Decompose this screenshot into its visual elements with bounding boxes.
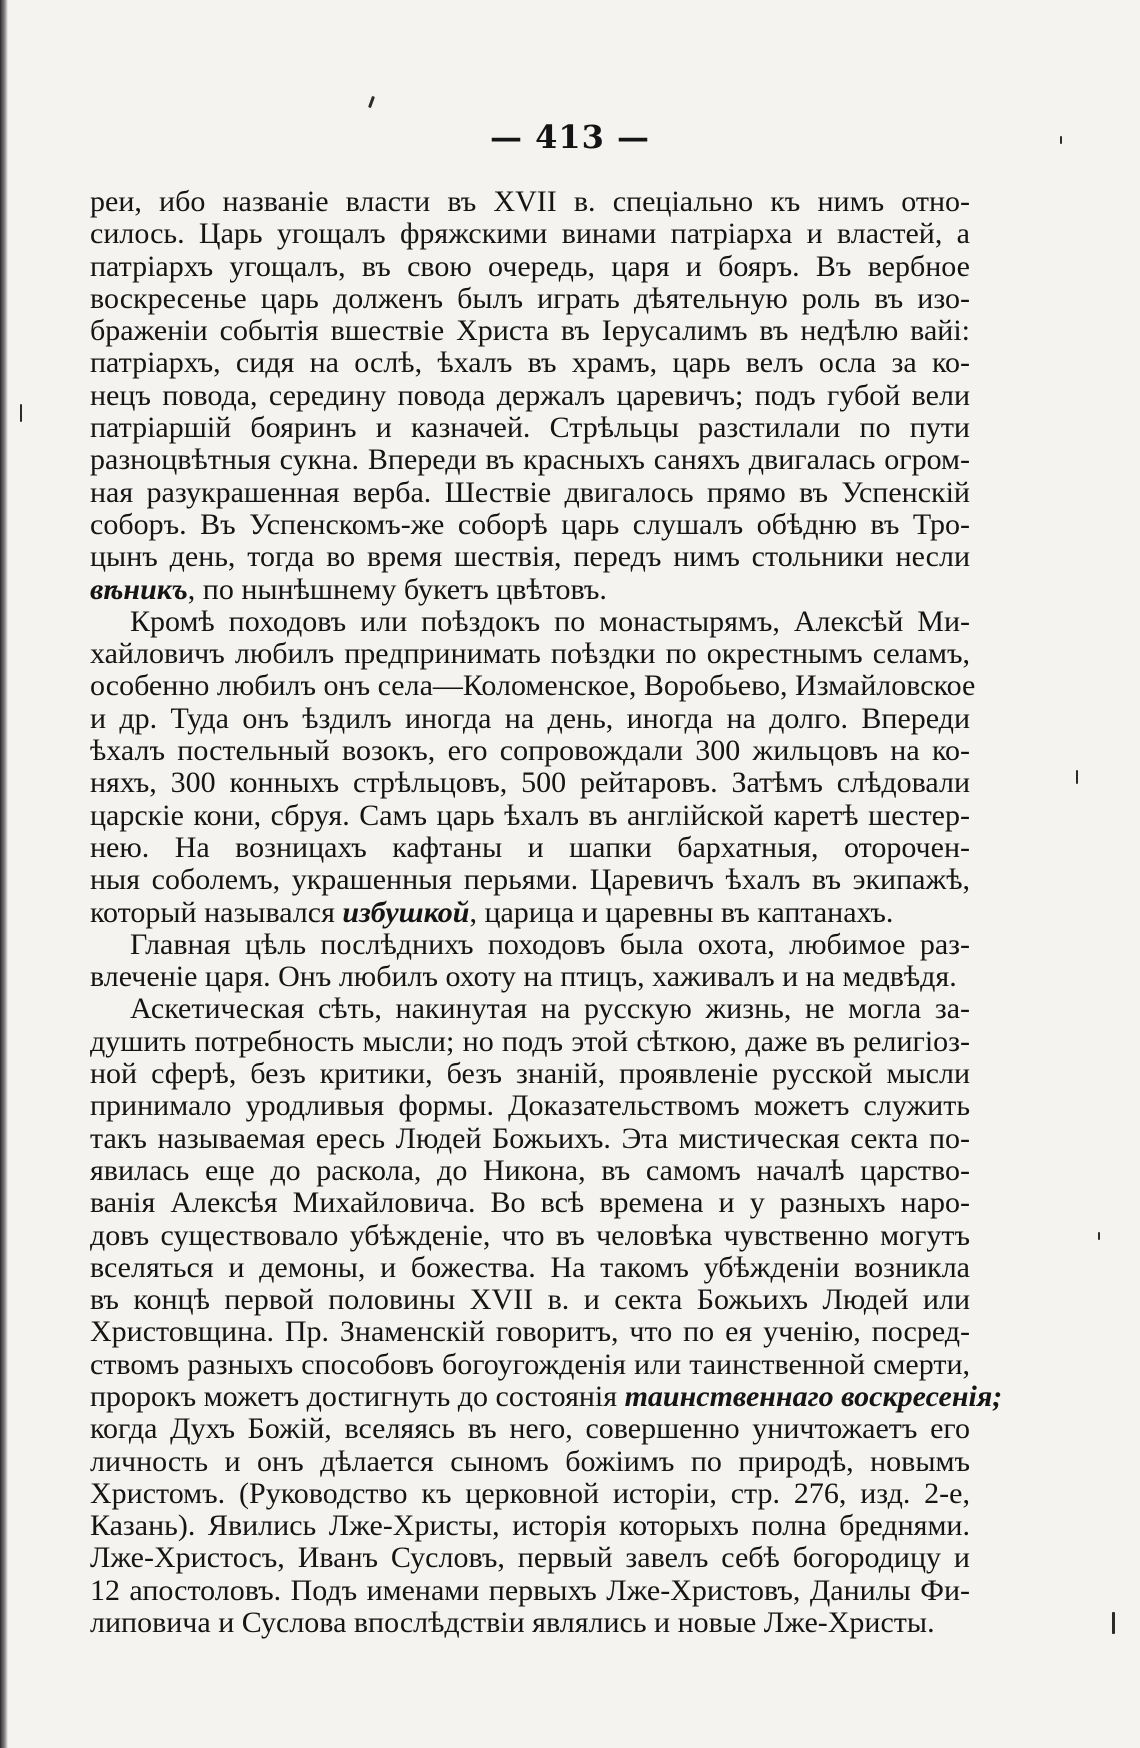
text-run: Главная цѣль послѣднихъ походовъ была охота, любимое раз- bbox=[130, 927, 970, 961]
text-line bbox=[90, 1575, 970, 1607]
text-line bbox=[90, 800, 970, 832]
text-run: няхъ, 300 конныхъ стрѣльцовъ, 500 рейтаровъ. Затѣмъ слѣдовали bbox=[90, 766, 970, 800]
scan-speck bbox=[368, 96, 375, 108]
text-run: личность и онъ дѣлается сыномъ божіимъ по природѣ, новымъ bbox=[90, 1444, 970, 1478]
text-line bbox=[90, 1220, 970, 1252]
text-run: воскресенье царь долженъ былъ играть дѣятельную роль въ изо- bbox=[90, 281, 970, 315]
text-line bbox=[90, 1123, 970, 1155]
text-line bbox=[90, 1090, 970, 1122]
text-line bbox=[90, 1607, 970, 1639]
body-text bbox=[90, 185, 1003, 1640]
text-line bbox=[90, 1478, 970, 1510]
text-run: разноцвѣтныя сукна. Впереди въ красныхъ саняхъ двигалась огром- bbox=[90, 443, 970, 477]
text-line bbox=[90, 1252, 970, 1284]
text-run: патріархъ, сидя на ослѣ, ѣхалъ въ храмъ, царь велъ осла за ко- bbox=[90, 346, 970, 380]
text-line bbox=[90, 832, 970, 864]
text-line bbox=[90, 864, 970, 896]
text-line bbox=[90, 1155, 970, 1187]
text-run: влеченіе царя. Онъ любилъ охоту на птицъ, хаживалъ и на медвѣдя. bbox=[90, 960, 957, 994]
text-run: пророкъ можетъ достигнуть до состоянія bbox=[90, 1379, 625, 1413]
text-line bbox=[90, 1413, 970, 1445]
text-run: нецъ повода, середину повода держалъ царевичъ; подъ губой вели bbox=[90, 378, 970, 412]
text-run: принимало уродливыя формы. Доказательствомъ можетъ служить bbox=[90, 1089, 970, 1123]
italic-phrase: таинственнаго воскресенія; bbox=[624, 1379, 1003, 1413]
text-run: Аскетическая сѣть, накинутая на русскую жизнь, не могла за- bbox=[130, 992, 970, 1026]
text-run: браженіи событія вшествіе Христа въ Іерусалимъ въ недѣлю вайі: bbox=[90, 314, 970, 348]
text-run: нею. На возницахъ кафтаны и шапки бархатныя, оторочен- bbox=[90, 830, 970, 864]
text-line bbox=[90, 1446, 970, 1478]
text-run: особенно любилъ онъ села—Коломенское, Воробьево, Измайловское bbox=[90, 669, 976, 703]
page-edge-shadow bbox=[0, 0, 8, 1748]
text-run: силось. Царь угощалъ фряжскими винами патріарха и властей, а bbox=[90, 217, 970, 251]
scan-speck bbox=[1076, 770, 1078, 784]
text-line bbox=[90, 1349, 970, 1381]
text-run: и др. Туда онъ ѣздилъ иногда на день, иногда на долго. Впереди bbox=[90, 701, 970, 735]
text-run: душить потребность мысли; но подъ этой сѣткою, даже въ религіоз- bbox=[90, 1024, 970, 1058]
text-line bbox=[90, 315, 970, 347]
text-run: въ концѣ первой половины XVII в. и секта Божьихъ Людей или bbox=[90, 1283, 970, 1317]
italic-phrase: вѣникъ bbox=[90, 572, 188, 606]
text-run: хайловичъ любилъ предпринимать поѣздки по окрестнымъ селамъ, bbox=[90, 637, 970, 671]
text-run: царскіе кони, сбруя. Самъ царь ѣхалъ въ англійской каретѣ шестер- bbox=[90, 798, 970, 832]
text-run: когда Духъ Божій, вселяясь въ него, совершенно уничтожаетъ его bbox=[90, 1412, 970, 1446]
text-line bbox=[90, 767, 970, 799]
text-run: патріаршій бояринъ и казначей. Стрѣльцы разстилали по пути bbox=[90, 411, 970, 445]
scan-speck bbox=[1060, 136, 1062, 144]
text-run: соборъ. Въ Успенскомъ-же соборѣ царь слушалъ обѣдню въ Тро- bbox=[90, 507, 970, 541]
text-run: ванія Алексѣя Михайловича. Во всѣ времена и у разныхъ наро- bbox=[90, 1186, 970, 1220]
text-run: ныя соболемъ, украшенныя перьями. Царевичъ ѣхалъ въ экипажѣ, bbox=[90, 863, 970, 897]
text-line bbox=[90, 251, 970, 283]
text-line bbox=[90, 669, 976, 703]
text-line bbox=[90, 1379, 1003, 1413]
text-line bbox=[90, 606, 970, 638]
text-line bbox=[90, 1187, 970, 1219]
text-line bbox=[90, 1284, 970, 1316]
text-line bbox=[90, 897, 970, 929]
text-line bbox=[90, 735, 970, 767]
text-line bbox=[90, 444, 970, 476]
text-line bbox=[90, 477, 970, 509]
text-run: явилась еще до раскола, до Никона, въ самомъ началѣ царство- bbox=[90, 1153, 970, 1187]
text-line bbox=[90, 1058, 970, 1090]
text-line bbox=[90, 1026, 970, 1058]
text-run: Христовщина. Пр. Знаменскій говоритъ, что по ея ученію, посред- bbox=[90, 1315, 970, 1349]
text-run: , по нынѣшнему букетъ цвѣтовъ. bbox=[187, 572, 607, 606]
text-run: липовича и Суслова впослѣдствіи являлись и новые Лже-Христы. bbox=[90, 1606, 935, 1640]
text-run: ствомъ разныхъ способовъ богоугожденія или таинственной смерти, bbox=[90, 1347, 970, 1381]
text-line bbox=[90, 1510, 970, 1542]
text-run: , царица и царевны въ каптанахъ. bbox=[469, 895, 894, 929]
text-run: такъ называемая ересь Людей Божьихъ. Эта мистическая секта по- bbox=[90, 1121, 970, 1155]
scan-speck bbox=[1098, 1232, 1100, 1240]
text-line bbox=[90, 961, 970, 993]
page-number: — 413 — bbox=[489, 118, 651, 156]
text-run: Христомъ. (Руководство къ церковной исторіи, стр. 276, изд. 2-е, bbox=[90, 1476, 970, 1510]
text-line bbox=[90, 218, 970, 250]
text-run: вселяться и демоны, и божества. На такомъ убѣжденіи возникла bbox=[90, 1250, 970, 1284]
text-line bbox=[90, 1316, 970, 1348]
text-run: довъ существовало убѣжденіе, что въ человѣка чувственно могутъ bbox=[90, 1218, 970, 1252]
italic-phrase: избушкой bbox=[342, 895, 470, 929]
text-line bbox=[90, 574, 970, 606]
text-run: Лже-Христосъ, Иванъ Сусловъ, первый завелъ себѣ богородицу и bbox=[90, 1541, 970, 1575]
text-run: ной сферѣ, безъ критики, безъ знаній, проявленіе русской мысли bbox=[90, 1057, 970, 1091]
text-run: патріархъ угощалъ, въ свою очередь, царя и бояръ. Въ вербное bbox=[90, 249, 970, 283]
text-line bbox=[90, 541, 970, 573]
text-line bbox=[90, 186, 970, 218]
text-line bbox=[90, 1542, 970, 1574]
text-line bbox=[90, 993, 970, 1025]
text-line bbox=[90, 929, 970, 961]
text-run: Казань). Явились Лже-Христы, исторія которыхъ полна бреднями. bbox=[90, 1509, 970, 1543]
text-line bbox=[90, 283, 970, 315]
scan-speck bbox=[1112, 1612, 1115, 1634]
text-run: который назывался bbox=[90, 895, 343, 929]
text-line bbox=[90, 703, 970, 735]
text-run: ѣхалъ постельный возокъ, его сопровождали 300 жильцовъ на ко- bbox=[90, 734, 970, 768]
text-run: ная разукрашенная верба. Шествіе двигалось прямо въ Успенскій bbox=[90, 475, 970, 509]
text-run: 12 апостоловъ. Подъ именами первыхъ Лже-Христовъ, Данилы Фи- bbox=[90, 1573, 970, 1607]
text-line bbox=[90, 380, 970, 412]
text-run: Кромѣ походовъ или поѣздокъ по монастырямъ, Алексѣй Ми- bbox=[130, 604, 970, 638]
text-line bbox=[90, 638, 970, 670]
text-line bbox=[90, 347, 970, 379]
scan-speck bbox=[20, 404, 22, 422]
text-run: цынъ день, тогда во время шествія, передъ нимъ стольники несли bbox=[90, 540, 970, 574]
text-line bbox=[90, 412, 970, 444]
text-line bbox=[90, 509, 970, 541]
text-run: реи, ибо названіе власти въ XVII в. спеціально къ нимъ отно- bbox=[90, 185, 970, 218]
